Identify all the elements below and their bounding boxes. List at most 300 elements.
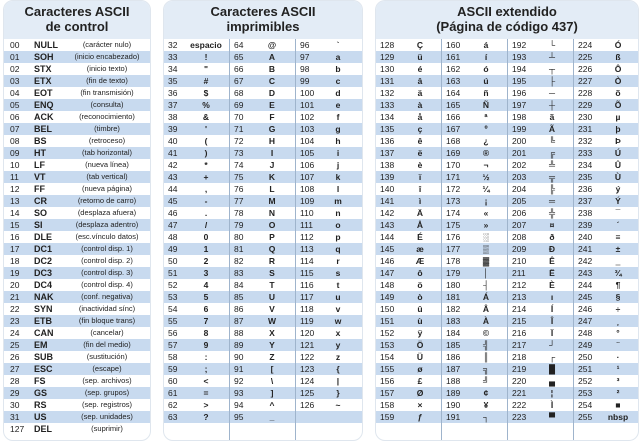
table-row — [4, 399, 150, 411]
character-cell: ò — [417, 292, 423, 302]
code-cell: 35 — [168, 76, 178, 86]
code-cell: 55 — [168, 316, 178, 326]
code-cell: 70 — [234, 112, 244, 122]
abbreviation-cell: RS — [34, 400, 47, 410]
character-cell: Ú — [614, 148, 622, 158]
column-divider — [229, 39, 230, 440]
character-cell: i — [336, 148, 340, 158]
table-row — [164, 39, 362, 51]
code-cell: 193 — [512, 52, 527, 62]
character-cell: ¼ — [482, 184, 490, 194]
code-cell: 15 — [10, 220, 20, 230]
abbreviation-cell: DLE — [34, 232, 52, 242]
character-cell: ð — [549, 232, 555, 242]
character-cell: · — [616, 352, 620, 362]
code-cell: 192 — [512, 40, 527, 50]
code-cell: 85 — [234, 292, 244, 302]
code-cell: 246 — [578, 304, 593, 314]
code-cell: 80 — [234, 232, 244, 242]
code-cell: 98 — [300, 64, 310, 74]
code-cell: 167 — [446, 124, 461, 134]
character-cell: µ — [615, 112, 621, 122]
code-cell: 96 — [300, 40, 310, 50]
code-cell: 223 — [512, 412, 527, 422]
code-cell: 145 — [380, 244, 395, 254]
code-cell: 119 — [300, 316, 314, 326]
character-cell: Ì — [550, 400, 554, 410]
code-cell: 169 — [446, 148, 461, 158]
table-row — [4, 51, 150, 63]
code-cell: 90 — [234, 352, 244, 362]
character-cell: 0 — [203, 232, 209, 242]
table-row — [4, 279, 150, 291]
character-cell: - — [204, 196, 208, 206]
character-cell: ¦ — [550, 388, 554, 398]
code-cell: 228 — [578, 88, 593, 98]
table-row — [4, 363, 150, 375]
character-cell: b — [335, 64, 341, 74]
character-cell: f — [336, 112, 340, 122]
code-cell: 04 — [10, 88, 20, 98]
table-row — [4, 327, 150, 339]
code-cell: 03 — [10, 76, 20, 86]
code-cell: 203 — [512, 172, 527, 182]
code-cell: 25 — [10, 340, 20, 350]
table-row — [164, 159, 362, 171]
character-cell: ¹ — [616, 364, 620, 374]
character-cell: ö — [417, 280, 423, 290]
code-cell: 196 — [512, 88, 527, 98]
printable-title-line2: imprimibles — [226, 19, 300, 34]
code-cell: 190 — [446, 400, 461, 410]
code-cell: 18 — [10, 256, 20, 266]
character-cell: ú — [483, 76, 489, 86]
description-cell: (suprimir) — [91, 424, 123, 433]
code-cell: 116 — [300, 280, 314, 290]
character-cell: 2 — [203, 256, 209, 266]
character-cell: ¿ — [483, 136, 489, 146]
code-cell: 94 — [234, 400, 244, 410]
character-cell: 6 — [203, 304, 209, 314]
abbreviation-cell: ETX — [34, 76, 52, 86]
abbreviation-cell: NAK — [34, 292, 54, 302]
code-cell: 63 — [168, 412, 178, 422]
character-cell: @ — [267, 40, 277, 50]
character-cell: < — [203, 376, 209, 386]
code-cell: 14 — [10, 208, 20, 218]
code-cell: 46 — [168, 208, 178, 218]
code-cell: 123 — [300, 364, 315, 374]
description-cell: (sep. grupos) — [84, 388, 130, 397]
table-row — [4, 147, 150, 159]
code-cell: 26 — [10, 352, 20, 362]
code-cell: 154 — [380, 352, 395, 362]
code-cell: 132 — [380, 88, 395, 98]
character-cell: Ð — [548, 244, 556, 254]
code-cell: 76 — [234, 184, 244, 194]
character-cell: d — [335, 88, 341, 98]
character-cell: ½ — [482, 172, 490, 182]
code-cell: 209 — [512, 244, 527, 254]
character-cell: « — [483, 208, 489, 218]
character-cell: 4 — [203, 280, 209, 290]
printable-table — [164, 39, 362, 440]
character-cell: I — [270, 148, 274, 158]
code-cell: 120 — [300, 328, 315, 338]
code-cell: 34 — [168, 64, 178, 74]
table-row — [4, 303, 150, 315]
code-cell: 172 — [446, 184, 461, 194]
character-cell: > — [203, 400, 209, 410]
code-cell: 156 — [380, 376, 395, 386]
code-cell: 128 — [380, 40, 395, 50]
character-cell: m — [334, 196, 342, 206]
code-cell: 217 — [512, 340, 527, 350]
table-row — [164, 363, 362, 375]
character-cell: Å — [416, 220, 424, 230]
character-cell: ÿ — [417, 328, 423, 338]
code-cell: 241 — [578, 244, 593, 254]
character-cell: = — [203, 388, 209, 398]
character-cell: l — [336, 184, 340, 194]
code-cell: 88 — [234, 328, 244, 338]
code-cell: 147 — [380, 268, 395, 278]
character-cell: ó — [483, 64, 489, 74]
code-cell: 00 — [10, 40, 20, 50]
character-cell: » — [483, 220, 489, 230]
code-cell: 38 — [168, 112, 178, 122]
code-cell: 143 — [380, 220, 395, 230]
code-cell: 225 — [578, 52, 593, 62]
character-cell: F — [269, 112, 275, 122]
table-row — [4, 351, 150, 363]
character-cell: Â — [482, 304, 490, 314]
table-row — [4, 291, 150, 303]
character-cell: V — [269, 304, 275, 314]
table-row — [164, 411, 362, 423]
code-cell: 216 — [512, 328, 527, 338]
abbreviation-cell: CR — [34, 196, 47, 206]
character-cell: ` — [336, 40, 340, 50]
character-cell: 8 — [203, 328, 209, 338]
code-cell: 43 — [168, 172, 178, 182]
character-cell: ¬ — [483, 160, 489, 170]
code-cell: 176 — [446, 232, 461, 242]
code-cell: 245 — [578, 292, 593, 302]
character-cell: Ò — [614, 76, 622, 86]
character-cell: ┤ — [482, 280, 490, 290]
table-row — [4, 135, 150, 147]
code-cell: 60 — [168, 376, 178, 386]
character-cell: ▄ — [548, 376, 556, 386]
character-cell: ¸ — [616, 316, 620, 326]
character-cell: E — [269, 100, 275, 110]
character-cell: ü — [417, 52, 423, 62]
character-cell: ║ — [482, 352, 490, 362]
code-cell: 211 — [512, 268, 526, 278]
code-cell: 251 — [578, 364, 593, 374]
character-cell: ▒ — [482, 244, 490, 254]
code-cell: 235 — [578, 172, 593, 182]
character-cell: G — [268, 124, 276, 134]
abbreviation-cell: FF — [34, 184, 45, 194]
character-cell: ß — [615, 52, 621, 62]
character-cell: ; — [204, 364, 208, 374]
table-row — [164, 75, 362, 87]
code-cell: 208 — [512, 232, 527, 242]
character-cell: ƒ — [417, 412, 423, 422]
table-row — [4, 339, 150, 351]
code-cell: 36 — [168, 88, 178, 98]
table-row — [164, 63, 362, 75]
code-cell: 170 — [446, 160, 461, 170]
extended-panel-header — [376, 1, 638, 39]
column-divider — [573, 39, 574, 440]
character-cell: É — [417, 232, 423, 242]
table-row — [164, 243, 362, 255]
code-cell: 69 — [234, 100, 244, 110]
character-cell: ‗ — [615, 256, 621, 266]
character-cell: ] — [270, 388, 274, 398]
code-cell: 49 — [168, 244, 178, 254]
table-row — [164, 255, 362, 267]
code-cell: 250 — [578, 352, 593, 362]
character-cell: Ø — [416, 388, 424, 398]
code-cell: 33 — [168, 52, 178, 62]
code-cell: 125 — [300, 388, 315, 398]
code-cell: 130 — [380, 64, 395, 74]
character-cell: 9 — [203, 340, 209, 350]
code-cell: 164 — [446, 88, 461, 98]
description-cell: (control disp. 1) — [81, 244, 133, 253]
character-cell: þ — [615, 124, 621, 134]
table-row — [4, 207, 150, 219]
code-cell: 89 — [234, 340, 244, 350]
code-cell: 09 — [10, 148, 20, 158]
table-row — [164, 219, 362, 231]
table-row — [164, 423, 362, 435]
code-cell: 07 — [10, 124, 20, 134]
character-cell: Ç — [416, 40, 424, 50]
code-cell: 159 — [380, 412, 395, 422]
code-cell: 68 — [234, 88, 244, 98]
table-row — [4, 123, 150, 135]
character-cell: ─ — [548, 88, 556, 98]
code-cell: 174 — [446, 208, 461, 218]
description-cell: (retroceso) — [88, 136, 126, 145]
table-row — [164, 111, 362, 123]
code-cell: 126 — [300, 400, 315, 410]
code-cell: 214 — [512, 304, 527, 314]
table-row — [4, 231, 150, 243]
description-cell: (control disp. 3) — [81, 268, 133, 277]
character-cell: ± — [615, 244, 621, 254]
code-cell: 64 — [234, 40, 244, 50]
code-cell: 104 — [300, 136, 315, 146]
code-cell: 78 — [234, 208, 244, 218]
description-cell: (sustitución) — [86, 352, 128, 361]
code-cell: 107 — [300, 172, 315, 182]
code-cell: 53 — [168, 292, 178, 302]
control-table — [4, 39, 150, 440]
character-cell: M — [268, 196, 276, 206]
abbreviation-cell: BEL — [34, 124, 52, 134]
printable-panel-header — [164, 1, 362, 39]
character-cell: ô — [417, 268, 423, 278]
code-cell: 180 — [446, 280, 461, 290]
character-cell: é — [417, 64, 423, 74]
code-cell: 249 — [578, 340, 593, 350]
character-cell: ╣ — [482, 340, 490, 350]
abbreviation-cell: CAN — [34, 328, 54, 338]
code-cell: 191 — [446, 412, 461, 422]
character-cell: ┬ — [548, 64, 556, 74]
abbreviation-cell: NULL — [34, 40, 58, 50]
table-row — [164, 303, 362, 315]
character-cell: A — [268, 52, 276, 62]
character-cell: Õ — [614, 100, 622, 110]
code-cell: 199 — [512, 124, 527, 134]
character-cell: ╬ — [548, 208, 556, 218]
description-cell: (control disp. 4) — [81, 280, 133, 289]
code-cell: 131 — [380, 76, 395, 86]
code-cell: 230 — [578, 112, 593, 122]
code-cell: 213 — [512, 292, 527, 302]
description-cell: (esc.vínculo datos) — [75, 232, 139, 241]
character-cell: W — [267, 316, 277, 326]
code-cell: 62 — [168, 400, 178, 410]
character-cell: k — [335, 172, 341, 182]
code-cell: 02 — [10, 64, 20, 74]
code-cell: 218 — [512, 352, 527, 362]
code-cell: 61 — [168, 388, 178, 398]
character-cell: _ — [269, 412, 275, 422]
code-cell: 75 — [234, 172, 244, 182]
code-cell: 224 — [578, 40, 593, 50]
character-cell: à — [417, 100, 423, 110]
code-cell: 114 — [300, 256, 314, 266]
code-cell: 185 — [446, 340, 461, 350]
table-row — [164, 87, 362, 99]
abbreviation-cell: HT — [34, 148, 46, 158]
character-cell: █ — [548, 364, 556, 374]
abbreviation-cell: VT — [34, 172, 46, 182]
abbreviation-cell: STX — [34, 64, 52, 74]
column-divider — [295, 39, 296, 440]
code-cell: 84 — [234, 280, 244, 290]
character-cell: : — [204, 352, 208, 362]
code-cell: 105 — [300, 148, 315, 158]
table-row — [164, 171, 362, 183]
code-cell: 117 — [300, 292, 314, 302]
character-cell: Ô — [614, 64, 622, 74]
code-cell: 21 — [10, 292, 20, 302]
code-cell: 100 — [300, 88, 315, 98]
code-cell: 229 — [578, 100, 593, 110]
description-cell: (desplaza afuera) — [77, 208, 137, 217]
character-cell: Ä — [416, 208, 424, 218]
abbreviation-cell: LF — [34, 160, 45, 170]
description-cell: (sep. unidades) — [81, 412, 133, 421]
character-cell: │ — [483, 268, 489, 278]
abbreviation-cell: DC1 — [34, 244, 53, 254]
character-cell: Ë — [549, 268, 555, 278]
character-cell: y — [335, 340, 341, 350]
character-cell: ¾ — [614, 268, 622, 278]
code-cell: 19 — [10, 268, 20, 278]
code-cell: 113 — [300, 244, 314, 254]
character-cell: æ — [416, 244, 424, 254]
description-cell: (tab vertical) — [86, 172, 128, 181]
code-cell: 124 — [300, 376, 315, 386]
code-cell: 106 — [300, 160, 315, 170]
table-row — [164, 147, 362, 159]
code-cell: 238 — [578, 208, 593, 218]
character-cell: ï — [418, 172, 422, 182]
code-cell: 237 — [578, 196, 593, 206]
character-cell: ! — [204, 52, 208, 62]
code-cell: 23 — [10, 316, 20, 326]
code-cell: 20 — [10, 280, 20, 290]
character-cell: å — [417, 112, 423, 122]
description-cell: (fin bloque trans) — [78, 316, 136, 325]
character-cell: j — [336, 160, 340, 170]
description-cell: (consulta) — [90, 100, 124, 109]
character-cell: ( — [204, 136, 208, 146]
description-cell: (tab horizontal) — [81, 148, 133, 157]
character-cell: J — [269, 160, 275, 170]
character-cell: ý — [615, 184, 621, 194]
table-row — [4, 411, 150, 423]
character-cell: Æ — [415, 256, 425, 266]
character-cell: ^ — [269, 400, 275, 410]
code-cell: 141 — [380, 196, 395, 206]
character-cell: 5 — [203, 292, 209, 302]
code-cell: 198 — [512, 112, 527, 122]
table-row — [4, 75, 150, 87]
character-cell: } — [336, 388, 340, 398]
table-row — [4, 267, 150, 279]
character-cell: £ — [417, 376, 423, 386]
table-row — [4, 183, 150, 195]
character-cell: ╠ — [548, 184, 556, 194]
code-cell: 242 — [578, 256, 593, 266]
code-cell: 93 — [234, 388, 244, 398]
character-cell: e — [335, 100, 341, 110]
code-cell: 28 — [10, 376, 20, 386]
code-cell: 232 — [578, 136, 593, 146]
code-cell: 135 — [380, 124, 395, 134]
code-cell: 50 — [168, 256, 178, 266]
table-row — [4, 99, 150, 111]
code-cell: 72 — [234, 136, 244, 146]
character-cell: Á — [482, 292, 490, 302]
character-cell: L — [269, 184, 275, 194]
character-cell: 1 — [203, 244, 209, 254]
code-cell: 16 — [10, 232, 20, 242]
code-cell: 129 — [380, 52, 395, 62]
code-cell: 99 — [300, 76, 310, 86]
extended-title-line1: ASCII extendido — [457, 4, 557, 19]
code-cell: 233 — [578, 148, 593, 158]
abbreviation-cell: US — [34, 412, 47, 422]
table-row — [4, 315, 150, 327]
printable-title-line1: Caracteres ASCII — [210, 4, 316, 19]
description-cell: (inicio texto) — [86, 64, 128, 73]
code-cell: 101 — [300, 100, 315, 110]
character-cell: B — [268, 64, 276, 74]
code-cell: 161 — [446, 52, 461, 62]
